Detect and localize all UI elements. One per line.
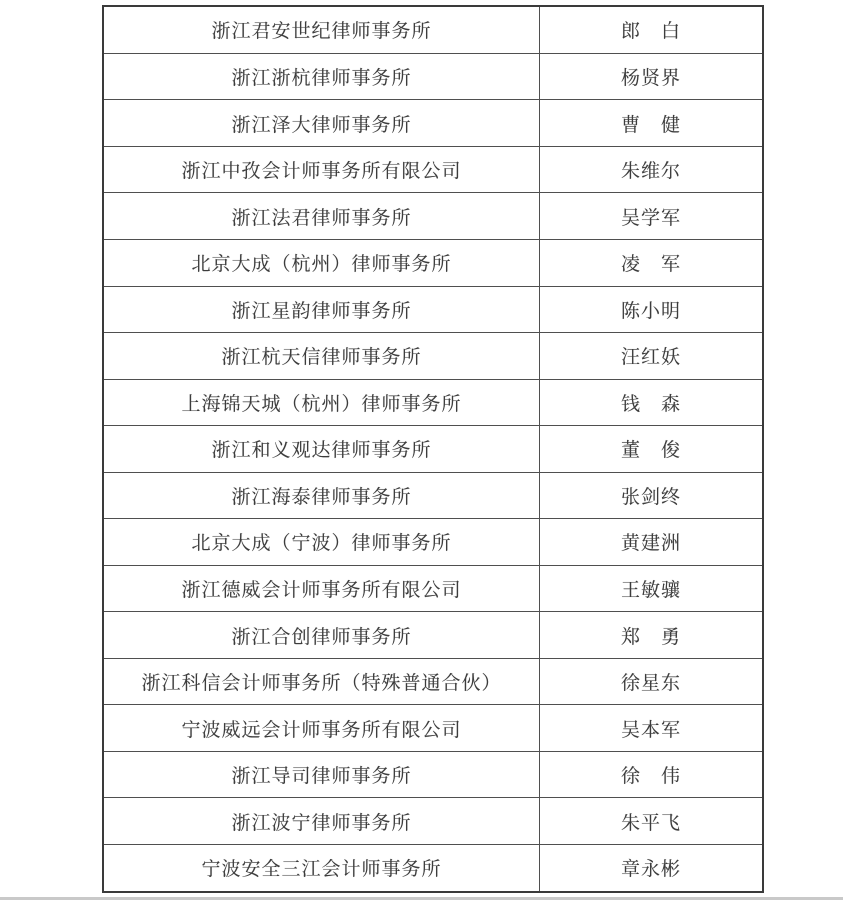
person-name-cell: 朱平飞: [540, 798, 764, 845]
table-row: [103, 472, 763, 519]
organization-cell: 浙江泽大律师事务所: [103, 100, 540, 147]
organization-cell: 浙江和义观达律师事务所: [103, 426, 540, 473]
table-row: [103, 565, 763, 612]
person-name-cell: 吴本军: [540, 705, 764, 752]
roster-table: [102, 5, 764, 893]
person-name-cell: 郑 勇: [540, 612, 764, 659]
organization-cell: 上海锦天城（杭州）律师事务所: [103, 379, 540, 426]
person-name-cell: 朱维尔: [540, 146, 764, 193]
table-row: [103, 333, 763, 380]
person-name-cell: 曹 健: [540, 100, 764, 147]
table-row: [103, 379, 763, 426]
person-name-cell: 钱 森: [540, 379, 764, 426]
table-row: [103, 798, 763, 845]
organization-cell: 浙江中孜会计师事务所有限公司: [103, 146, 540, 193]
table-row: [103, 286, 763, 333]
table-row: [103, 658, 763, 705]
table-row: [103, 612, 763, 659]
organization-cell: 浙江德威会计师事务所有限公司: [103, 565, 540, 612]
person-name-cell: 徐 伟: [540, 751, 764, 798]
person-name-cell: 陈小明: [540, 286, 764, 333]
organization-cell: 宁波安全三江会计师事务所: [103, 844, 540, 892]
person-name-cell: 杨贤界: [540, 53, 764, 100]
organization-cell: 北京大成（杭州）律师事务所: [103, 240, 540, 287]
person-name-cell: 吴学军: [540, 193, 764, 240]
person-name-cell: 郎 白: [540, 6, 764, 53]
organization-cell: 浙江合创律师事务所: [103, 612, 540, 659]
organization-cell: 浙江波宁律师事务所: [103, 798, 540, 845]
person-name-cell: 黄建洲: [540, 519, 764, 566]
person-name-cell: 董 俊: [540, 426, 764, 473]
table-row: [103, 146, 763, 193]
organization-cell: 浙江星韵律师事务所: [103, 286, 540, 333]
table-row: [103, 844, 763, 892]
table-row: [103, 100, 763, 147]
person-name-cell: 张剑终: [540, 472, 764, 519]
organization-cell: 浙江法君律师事务所: [103, 193, 540, 240]
table-row: [103, 751, 763, 798]
person-name-cell: 徐星东: [540, 658, 764, 705]
organization-cell: 北京大成（宁波）律师事务所: [103, 519, 540, 566]
person-name-cell: 凌 军: [540, 240, 764, 287]
organization-cell: 浙江海泰律师事务所: [103, 472, 540, 519]
table-row: [103, 193, 763, 240]
organization-cell: 浙江导司律师事务所: [103, 751, 540, 798]
table-row: [103, 705, 763, 752]
table-row: [103, 519, 763, 566]
organization-cell: 浙江君安世纪律师事务所: [103, 6, 540, 53]
organization-cell: 浙江杭天信律师事务所: [103, 333, 540, 380]
organization-cell: 浙江浙杭律师事务所: [103, 53, 540, 100]
roster-table-body: [103, 6, 763, 892]
table-row: [103, 426, 763, 473]
table-row: [103, 53, 763, 100]
table-row: [103, 240, 763, 287]
person-name-cell: 王敏骧: [540, 565, 764, 612]
person-name-cell: 章永彬: [540, 844, 764, 892]
person-name-cell: 汪红妖: [540, 333, 764, 380]
table-row: [103, 6, 763, 53]
organization-cell: 宁波威远会计师事务所有限公司: [103, 705, 540, 752]
organization-cell: 浙江科信会计师事务所（特殊普通合伙）: [103, 658, 540, 705]
